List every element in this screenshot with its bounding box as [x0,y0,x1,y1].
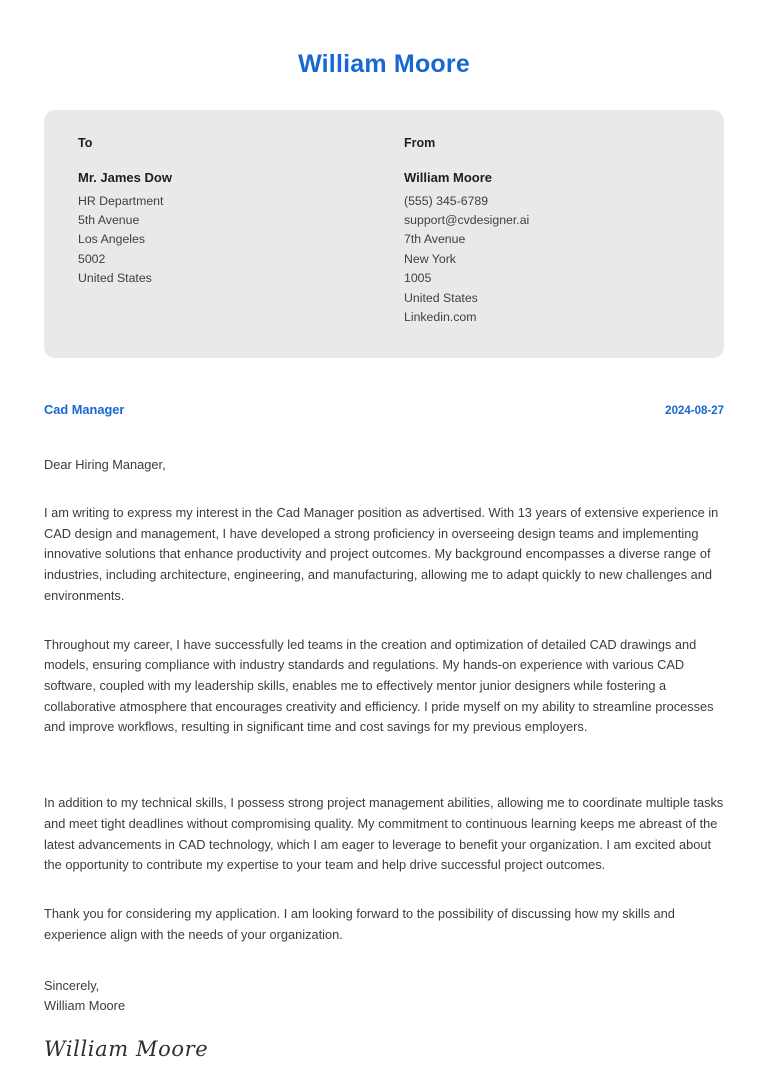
sender-label: From [404,135,436,150]
recipient-name: Mr. James Dow [78,169,172,185]
body-paragraph: Thank you for considering my application. I am looking forward to the possibility of discussing how my skills and experience align with the needs of your organization. [44,906,675,942]
recipient-line: 5002 [78,251,106,266]
recipient-line: HR Department [78,193,164,208]
page-title: William Moore [298,50,470,78]
recipient-line: Los Angeles [78,232,146,247]
body-paragraph: I am writing to express my interest in the Cad Manager position as advertised. With 13 years of extensive experience in CAD design and management, I have developed a strong proficiency in overseeing design teams and implementing innovative solutions that enhance productivity and project outcomes. My background encompasses a diverse range of industries, including architecture, engineering, and manufacturing, allowing me to adapt quickly to new challenges and environments. [44,505,719,603]
sender-line: 1005 [404,271,432,286]
address-card [44,110,724,358]
closing-name: William Moore [44,998,126,1014]
sender-line: 7th Avenue [404,232,466,247]
recipient-line: United States [78,271,152,286]
closing-word: Sincerely, [44,977,100,993]
letter-date: 2024-08-27 [665,404,724,417]
job-title: Cad Manager [44,401,125,417]
body-paragraph: In addition to my technical skills, I possess strong project management abilities, allowing me to coordinate multiple tasks and meet tight deadlines without compromising quality. My commitment to continuous learning keeps me abreast of the latest advancements in CAD technology, which I am eager to leverage to benefit your organization. I am excited about the opportunity to contribute my expertise to your team and help drive successful project outcomes. [44,795,724,873]
sender-name: William Moore [404,169,493,185]
closing-block [44,976,724,1017]
recipient-block [78,136,384,328]
sender-block [384,136,690,328]
signature: William Moore [44,1036,209,1061]
salutation: Dear Hiring Manager, [44,456,166,472]
sender-website: Linkedin.com [404,310,477,325]
sender-line: New York [404,251,456,266]
recipient-line: 5th Avenue [78,213,140,228]
letter-body [44,455,724,1063]
sender-phone: (555) 345-6789 [404,193,489,208]
sender-email: support@cvdesigner.ai [404,213,530,228]
subject-row [44,402,724,417]
sender-line: United States [404,290,478,305]
body-paragraph: Throughout my career, I have successfully led teams in the creation and optimization of detailed CAD drawings and models, ensuring compliance with industry standards and regulations. My hands-on experience with various CAD software, coupled with my leadership skills, enables me to effectively mentor junior designers while fostering a collaborative atmosphere that encourages creativity and efficiency. I pride myself on my ability to streamline processes and improve workflows, resulting in significant time and cost savings for my previous employers. [44,636,714,735]
recipient-label: To [78,135,93,150]
